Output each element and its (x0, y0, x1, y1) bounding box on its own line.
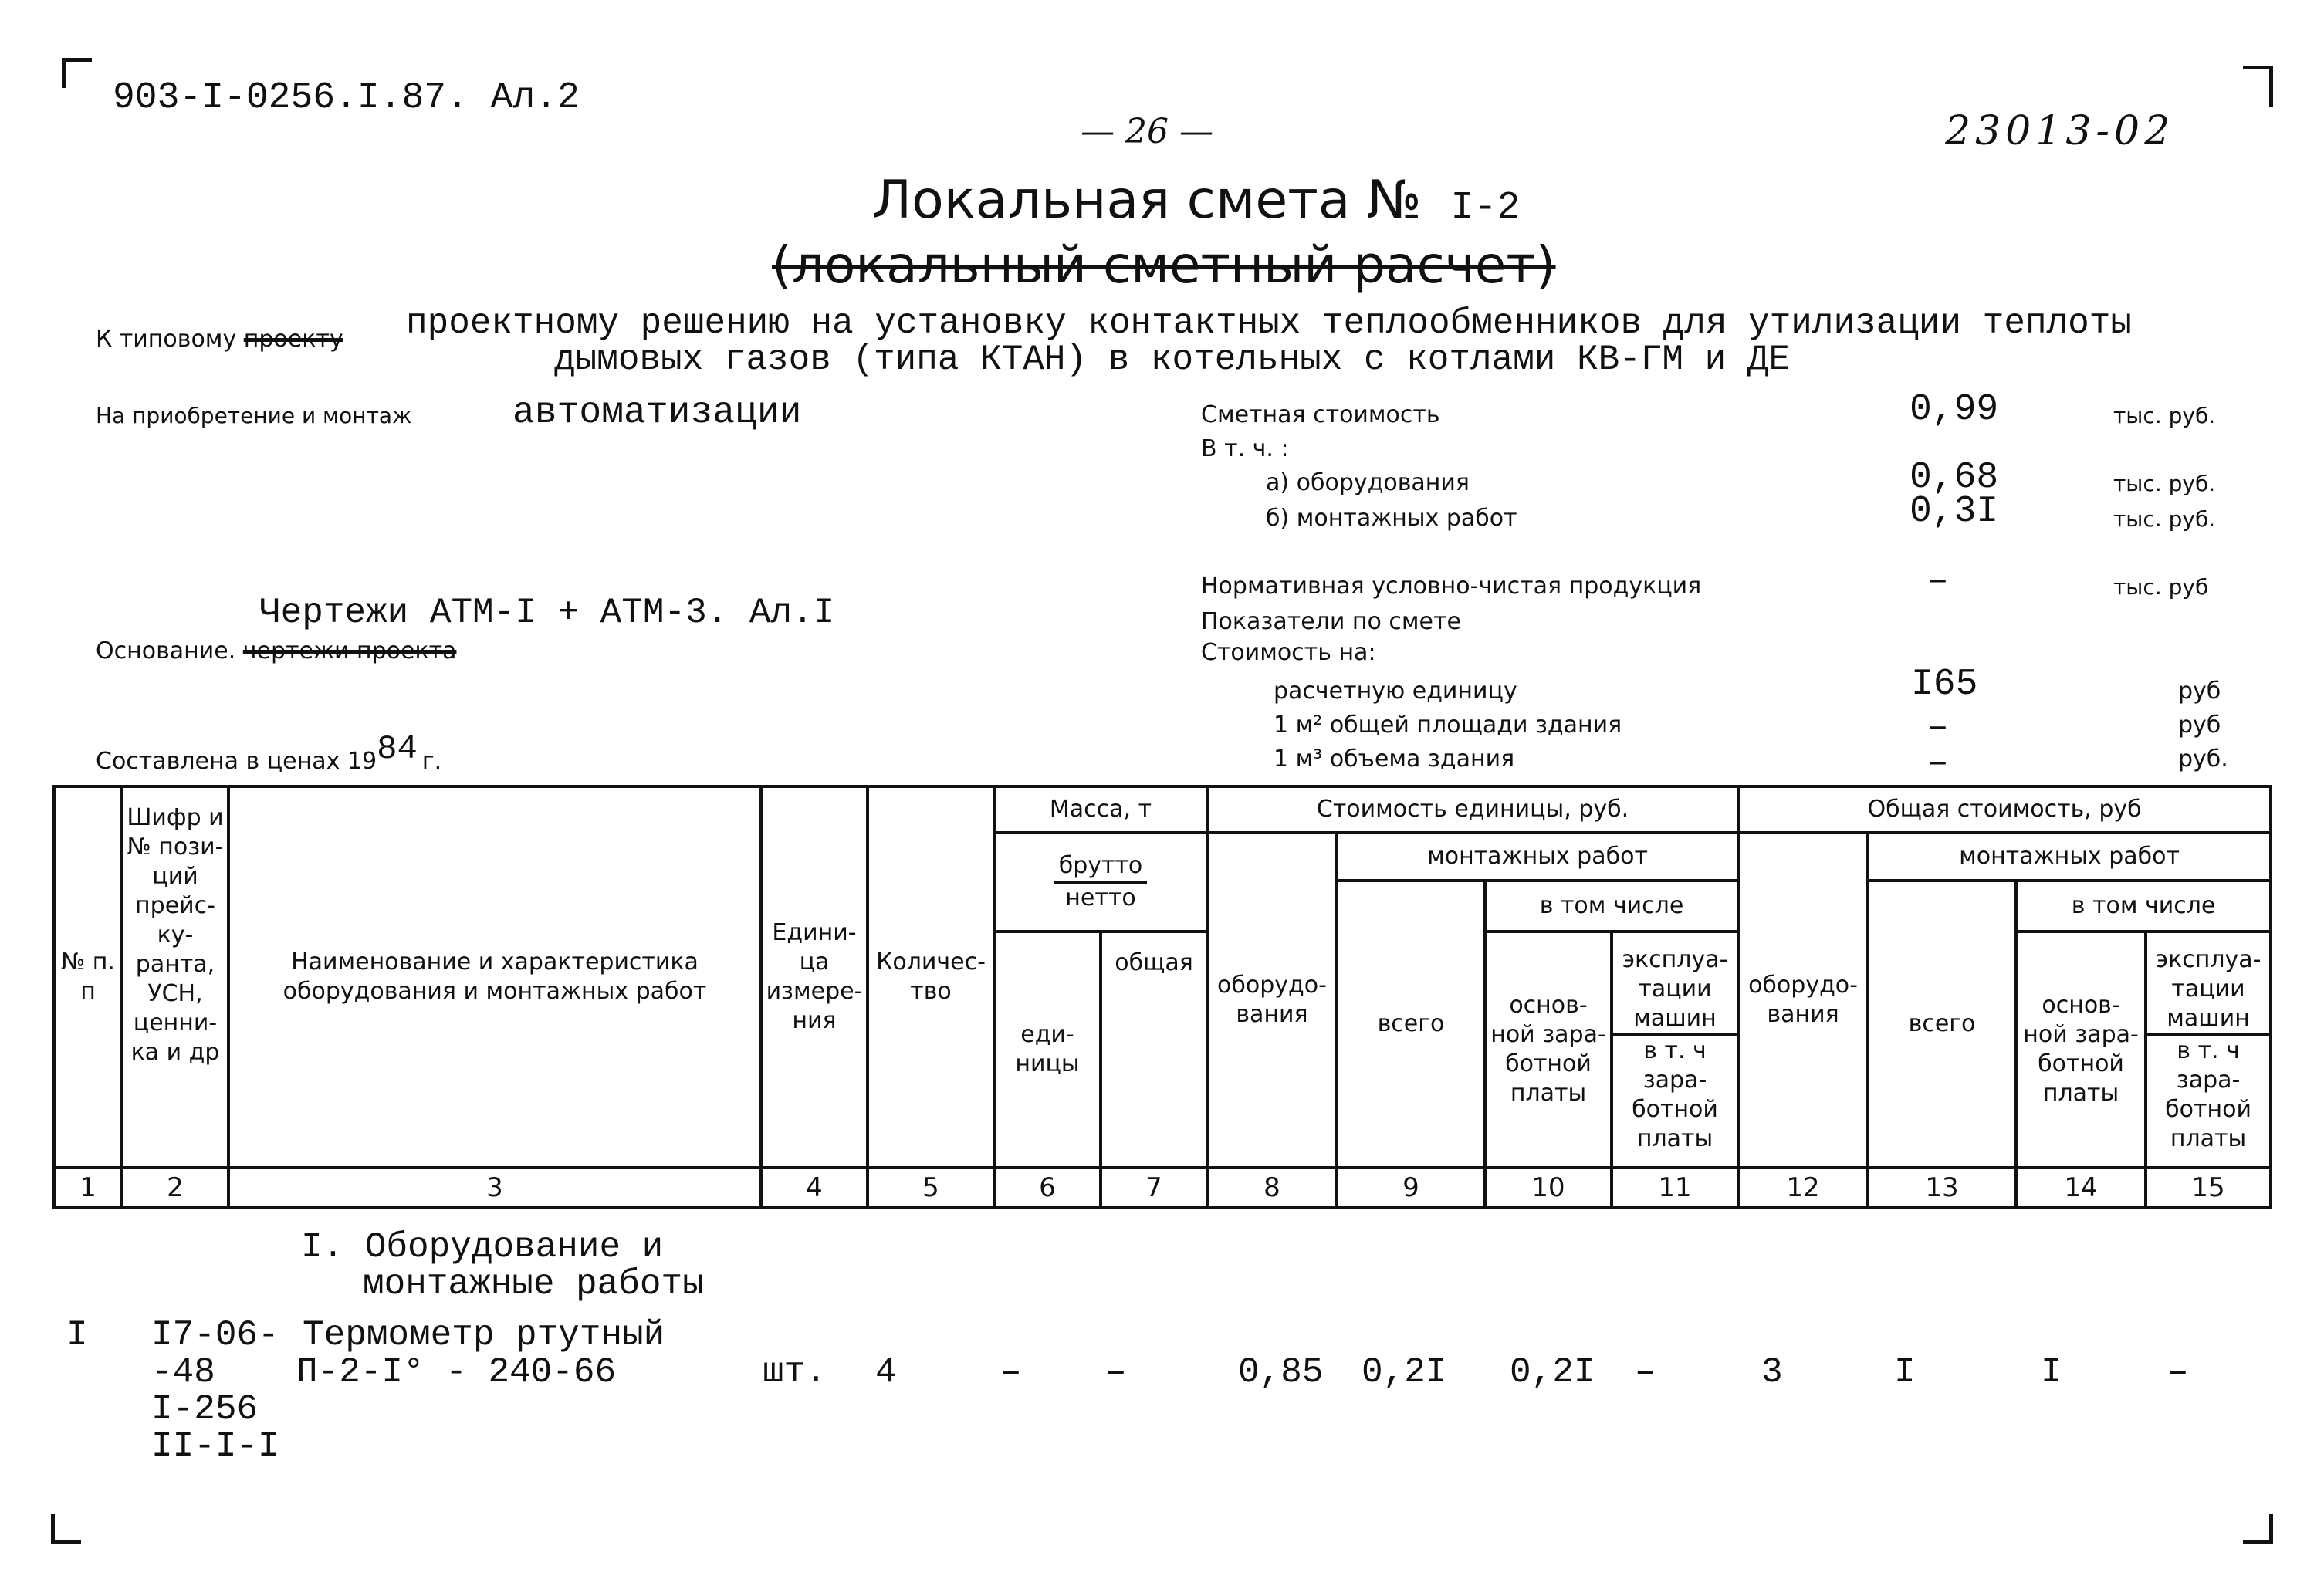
corner-mark-bottom-left (51, 1514, 81, 1544)
column-number-12: 12 (1738, 1168, 1868, 1208)
estimated-cost-label: Сметная стоимость (1201, 401, 1440, 428)
unit-value: I65 (1911, 664, 1978, 705)
basis-struck: чертежи проекта (242, 637, 457, 664)
title-text: Локальная смета № (872, 170, 1422, 231)
estimated-cost-unit: тыс. руб. (2113, 403, 2216, 428)
cost-on-label: Стоимость на: (1201, 639, 1376, 666)
basis-drawings: Чертежи АТМ-I + АТМ-3. Ал.I (259, 593, 835, 633)
installation-value: 0,3I (1910, 491, 1999, 533)
equipment-value: 0,68 (1910, 457, 1999, 499)
equipment-label: а) оборудования (1266, 469, 1470, 496)
item-code-line-3: I-256 (151, 1389, 259, 1429)
column-number-10: 10 (1485, 1168, 1612, 1208)
volume-label: 1 м³ объема здания (1274, 746, 1515, 773)
header-total-including: в том числе (2016, 881, 2271, 932)
struck-subtitle: (локальный сметный расчет) (772, 235, 1556, 295)
column-number-8: 8 (1207, 1168, 1337, 1208)
column-number-1: 1 (54, 1168, 122, 1208)
header-total-equipment: оборудо- вания (1738, 833, 1868, 1168)
header-unit-machines-text: эксплуа- тации машин (1613, 945, 1737, 1036)
item-mass-total: – (1105, 1352, 1127, 1392)
column-number-row (54, 1168, 2271, 1208)
header-quantity: Количес- тво (868, 786, 994, 1168)
header-total-wages: основ- ной зара- ботной платы (2016, 932, 2146, 1168)
header-unit-including: в том числе (1485, 881, 1738, 932)
installation-label: б) монтажных работ (1266, 505, 1517, 532)
normative-value: – (1927, 560, 1949, 602)
header-unit-installation-all: всего (1337, 881, 1485, 1168)
page-number: — 26 — (1081, 112, 1213, 151)
header-unit: Едини- ца измере- ния (761, 786, 868, 1168)
header-unit-equipment: оборудо- вания (1207, 833, 1337, 1168)
section-heading-line-1: I. Оборудование и (301, 1227, 664, 1267)
to-type-label (96, 326, 343, 353)
including-label: В т. ч. : (1201, 435, 1289, 462)
estimate-table (52, 785, 2272, 1209)
corner-mark-bottom-right (2243, 1514, 2273, 1544)
header-mass-total: общая (1101, 932, 1207, 1168)
header-unit-wages: основ- ной зара- ботной платы (1485, 932, 1612, 1168)
item-name-line-2: П-2-I° - 240-66 (296, 1352, 617, 1392)
normative-label: Нормативная условно-чистая продукция (1201, 573, 1702, 600)
corner-mark-top-left (62, 58, 92, 88)
title-number: I-2 (1450, 186, 1521, 230)
column-number-4: 4 (761, 1168, 868, 1208)
equipment-unit: тыс. руб. (2113, 471, 2216, 496)
column-number-15: 15 (2146, 1168, 2271, 1208)
area-value: – (1927, 707, 1949, 749)
to-label: К типовому (96, 326, 237, 353)
compiled-label: Составлена в ценах 19 (96, 748, 377, 775)
header-brutto: брутто (1054, 851, 1148, 884)
volume-unit: руб. (2178, 746, 2228, 773)
project-description-line-2: дымовых газов (типа КТАН) в котельных с котлами КВ-ГМ и ДЕ (554, 340, 1791, 380)
item-unit-machines: – (1635, 1352, 1656, 1392)
page-title (872, 170, 1520, 231)
acquisition-label: На приобретение и монтаж (96, 403, 412, 428)
header-brutto-netto (994, 833, 1207, 932)
document-code: 903-I-0256.I.87. Ал.2 (113, 77, 580, 119)
item-total-equipment: 3 (1761, 1352, 1783, 1392)
item-code-line-1: I7-06- (151, 1315, 279, 1355)
item-code-line-2: -48 (151, 1352, 215, 1392)
column-number-7: 7 (1101, 1168, 1207, 1208)
area-unit: руб (2178, 712, 2221, 739)
column-number-6: 6 (994, 1168, 1101, 1208)
item-total-machines: – (2167, 1352, 2189, 1392)
estimated-cost-value: 0,99 (1910, 389, 1999, 431)
item-unit-install-all: 0,2I (1362, 1352, 1447, 1392)
corner-mark-top-right (2243, 66, 2273, 107)
item-total-wages: I (2041, 1352, 2062, 1392)
compiled-suffix: г. (421, 748, 442, 775)
column-number-2: 2 (122, 1168, 228, 1208)
item-name-line-1: Термометр ртутный (303, 1315, 665, 1355)
header-total-cost: Общая стоимость, руб (1738, 786, 2271, 833)
header-unit-machines (1612, 932, 1738, 1168)
item-code-line-4: II-I-I (151, 1426, 279, 1466)
volume-value: – (1927, 742, 1949, 784)
area-label: 1 м² общей площади здания (1274, 712, 1622, 739)
item-unit-equipment: 0,85 (1238, 1352, 1324, 1392)
basis-label (96, 637, 456, 664)
header-row-number: № п. п (54, 786, 122, 1168)
column-number-14: 14 (2016, 1168, 2146, 1208)
column-number-11: 11 (1612, 1168, 1738, 1208)
item-unit-wages: 0,2I (1510, 1352, 1595, 1392)
unit-unit: руб (2178, 678, 2221, 705)
column-number-13: 13 (1868, 1168, 2016, 1208)
item-mass-per-unit: – (1000, 1352, 1022, 1392)
indicators-label: Показатели по смете (1201, 608, 1461, 635)
header-unit-installation: монтажных работ (1337, 833, 1738, 881)
header-total-installation-all: всего (1868, 881, 2016, 1168)
header-unit-cost: Стоимость единицы, руб. (1207, 786, 1738, 833)
column-number-5: 5 (868, 1168, 994, 1208)
item-quantity: 4 (875, 1352, 897, 1392)
header-mass: Масса, т (994, 786, 1207, 833)
to-struck: проекту (243, 326, 343, 353)
item-unit: шт. (763, 1352, 827, 1392)
unit-label: расчетную единицу (1274, 678, 1517, 705)
header-mass-per-unit: еди- ницы (994, 932, 1101, 1168)
item-row-number: I (66, 1315, 88, 1355)
header-total-installation: монтажных работ (1868, 833, 2271, 881)
header-code: Шифр и № пози- ций прейс- ку- ранта, УСН, ценни- ка и др (122, 786, 228, 1168)
project-description-line-1: проектному решению на установку контактных теплообменников для утилизации теплоты (406, 303, 2132, 343)
column-number-9: 9 (1337, 1168, 1485, 1208)
header-name: Наименование и характеристика оборудования и монтажных работ (228, 786, 761, 1168)
stamp-number: 23013-02 (1945, 108, 2175, 154)
header-total-machines-wages: в т. ч зара- ботной платы (2165, 1037, 2251, 1152)
compiled-prices (96, 730, 442, 779)
normative-unit: тыс. руб (2113, 574, 2209, 600)
basis-label-text: Основание. (96, 637, 236, 664)
header-netto: нетто (1065, 884, 1136, 911)
header-total-machines-text: эксплуа- тации машин (2147, 945, 2269, 1036)
item-total-install-all: I (1894, 1352, 1916, 1392)
section-heading-line-2: монтажные работы (363, 1264, 704, 1304)
installation-unit: тыс. руб. (2113, 506, 2216, 532)
header-unit-machines-wages: в т. ч зара- ботной платы (1632, 1037, 1718, 1152)
compiled-year: 84 (377, 730, 418, 769)
header-total-machines (2146, 932, 2271, 1168)
acquisition-value: автоматизации (512, 392, 802, 434)
column-number-3: 3 (228, 1168, 761, 1208)
